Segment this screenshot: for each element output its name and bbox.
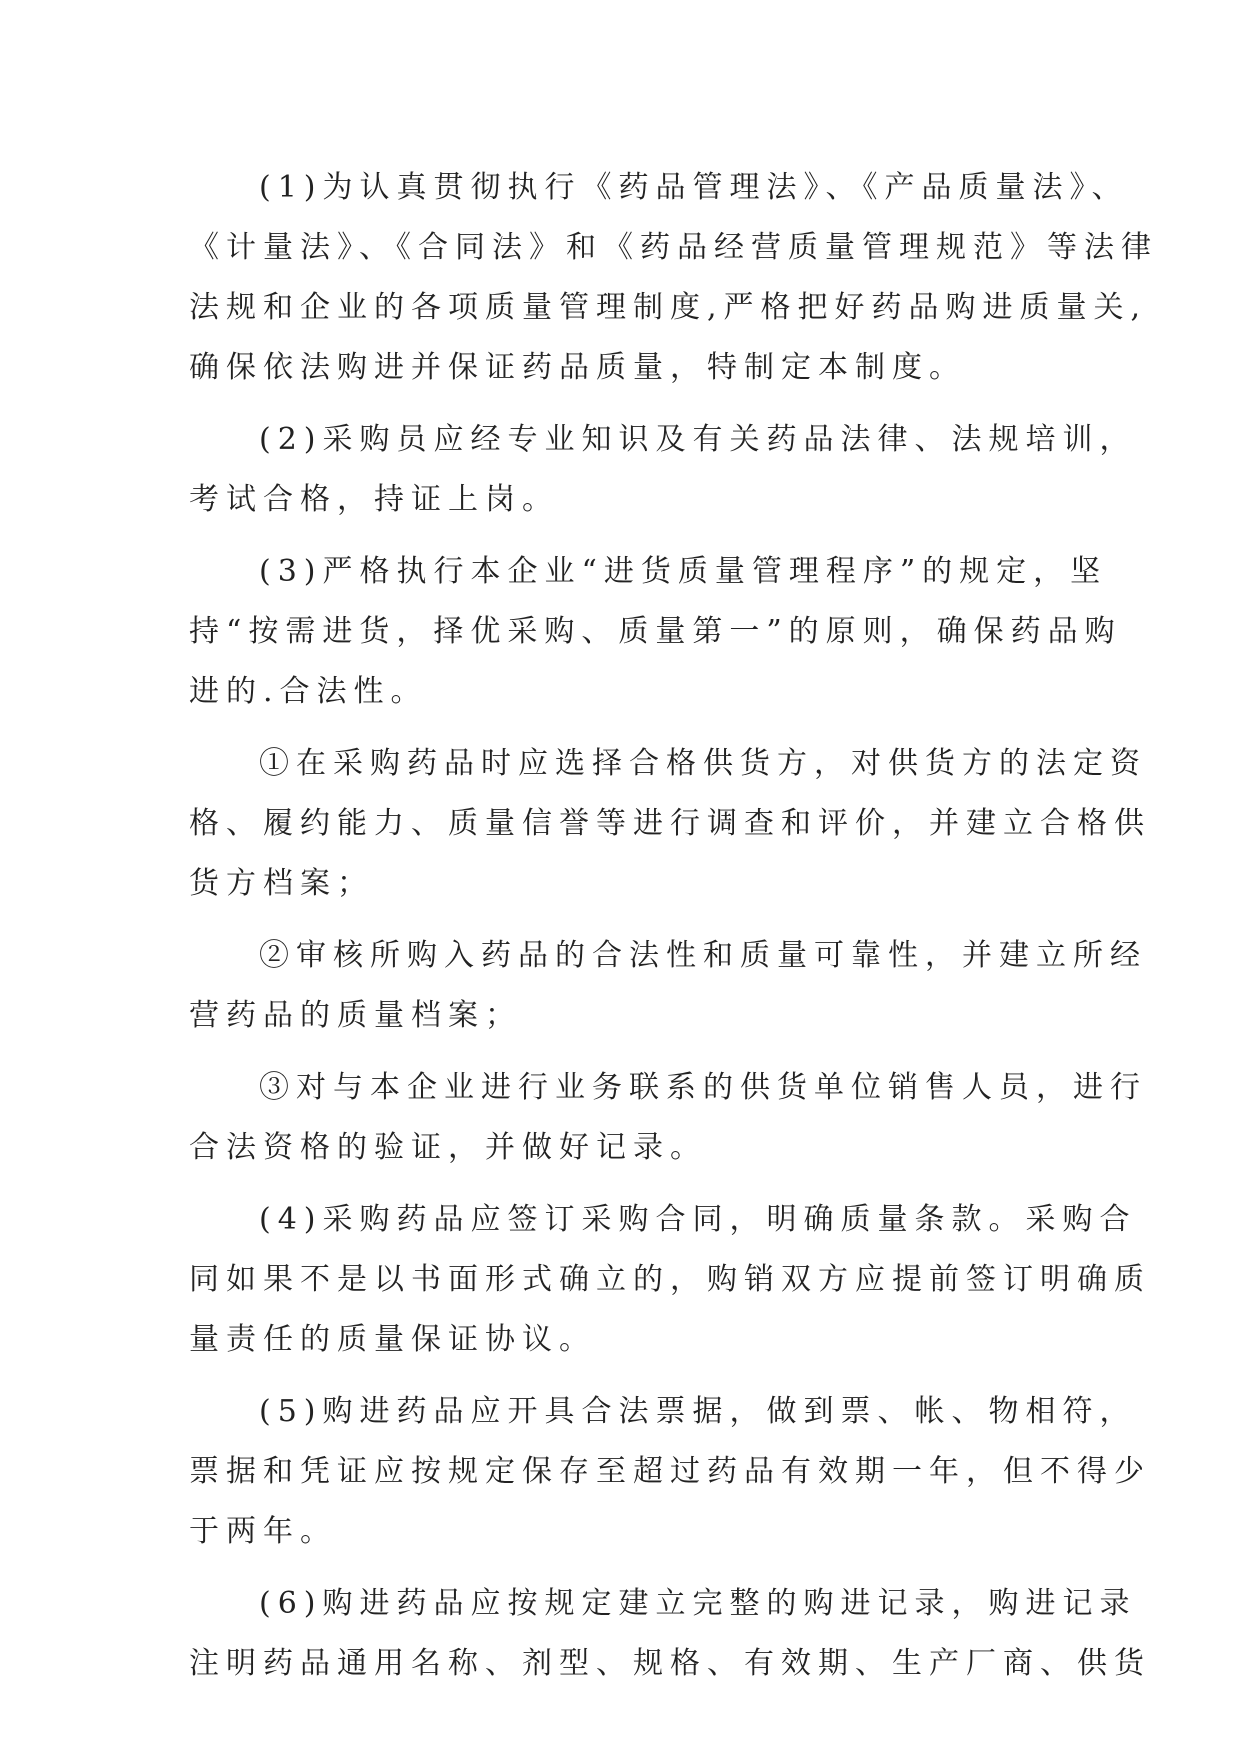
paragraph-line: (1)为认真贯彻执行《药品管理法》、《产品质量法》、 [259, 170, 1129, 205]
paragraph-line: ③对与本企业进行业务联系的供货单位销售人员，进行 [259, 1070, 1147, 1105]
paragraph-9 [189, 1574, 1151, 1694]
paragraph-4 [189, 734, 1151, 914]
paragraph-1 [189, 158, 1158, 398]
paragraph-line: 营药品的质量档案； [189, 998, 522, 1033]
paragraph-line: (2)采购员应经专业知识及有关药品法律、法规培训， [259, 422, 1137, 457]
paragraph-line: 货方档案； [189, 866, 374, 901]
paragraph-line: 进的.合法性。 [189, 674, 428, 709]
paragraph-6 [189, 1058, 1147, 1178]
paragraph-line: 注明药品通用名称、剂型、规格、有效期、生产厂商、供货 [189, 1646, 1151, 1681]
paragraph-line: 持“按需进货，择优采购、质量第一”的原则，确保药品购 [189, 614, 1122, 649]
paragraph-8 [189, 1382, 1151, 1562]
paragraph-line: 格、履约能力、质量信誉等进行调查和评价，并建立合格供 [189, 806, 1151, 841]
paragraph-2 [189, 410, 1137, 530]
paragraph-line: (3)严格执行本企业“进货质量管理程序”的规定，坚 [259, 554, 1108, 589]
paragraph-line: 票据和凭证应按规定保存至超过药品有效期一年，但不得少 [189, 1454, 1151, 1489]
paragraph-line: (5)购进药品应开具合法票据，做到票、帐、物相符， [259, 1394, 1137, 1429]
paragraph-line: ①在采购药品时应选择合格供货方，对供货方的法定资 [259, 746, 1147, 781]
paragraph-line: 于两年。 [189, 1514, 337, 1549]
paragraph-3 [189, 542, 1122, 722]
paragraph-line: 同如果不是以书面形式确立的，购销双方应提前签订明确质 [189, 1262, 1151, 1297]
paragraph-line: 合法资格的验证，并做好记录。 [189, 1130, 707, 1165]
paragraph-7 [189, 1190, 1151, 1370]
paragraph-line: (4)采购药品应签订采购合同，明确质量条款。采购合 [259, 1202, 1137, 1237]
paragraph-line: ②审核所购入药品的合法性和质量可靠性，并建立所经 [259, 938, 1147, 973]
paragraph-line: 确保依法购进并保证药品质量，特制定本制度。 [189, 350, 966, 385]
paragraph-line: 量责任的质量保证协议。 [189, 1322, 596, 1357]
paragraph-line: 考试合格，持证上岗。 [189, 482, 559, 517]
paragraph-line: (6)购进药品应按规定建立完整的购进记录，购进记录 [259, 1586, 1137, 1621]
document-body [189, 158, 1158, 1706]
paragraph-line: 《计量法》、《合同法》和《药品经营质量管理规范》等法律 [189, 230, 1158, 265]
paragraph-line: 法规和企业的各项质量管理制度,严格把好药品购进质量关, [189, 290, 1148, 325]
paragraph-5 [189, 926, 1147, 1046]
